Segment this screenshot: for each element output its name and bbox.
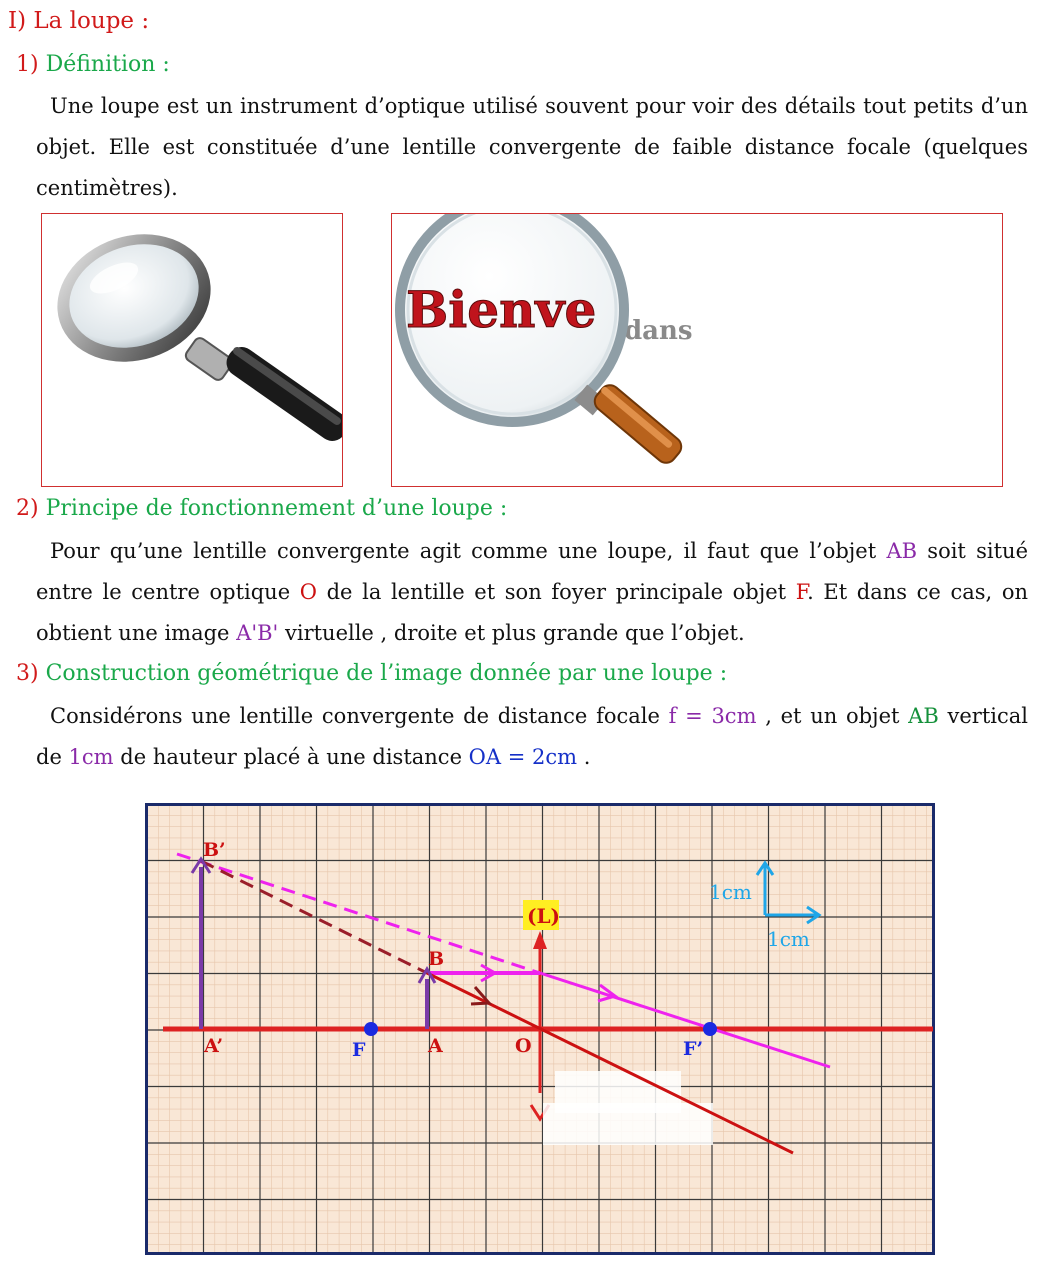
background-word: dans — [624, 316, 693, 346]
magnifier-word: Bienve — [406, 280, 597, 339]
construction-text-4: de hauteur placé à une distance — [113, 745, 469, 769]
definition-heading — [16, 52, 170, 77]
principle-O: O — [299, 580, 317, 604]
principle-text-5: virtuelle , droite et plus grande que l’objet. — [278, 621, 745, 645]
principle-text-1: Pour qu’une lentille convergente agit comme une loupe, il faut que l’objet — [50, 539, 887, 563]
section-number: I) — [8, 8, 27, 34]
label-A: A — [428, 1035, 443, 1057]
label-F: F — [352, 1039, 366, 1061]
principle-F: F — [795, 580, 808, 604]
scale-vertical-label: 1cm — [709, 880, 752, 904]
principle-paragraph — [36, 531, 1028, 654]
principle-text-4: . Et dans ce cas, on obtient une image — [36, 580, 1028, 645]
lens-label: (L) — [527, 904, 560, 928]
construction-AB: AB — [908, 704, 939, 728]
principle-ApBp: A'B' — [236, 621, 279, 645]
label-F-prime: F’ — [683, 1038, 704, 1060]
definition-number: 1) — [16, 52, 39, 77]
blank-patch-2 — [543, 1103, 713, 1145]
magnifier-icon — [42, 214, 342, 486]
principle-AB: AB — [886, 539, 918, 563]
focus-F — [364, 1022, 378, 1036]
magnifier-text-photo — [391, 213, 1003, 487]
definition-text: Une loupe est un instrument d’optique utilisé souvent pour voir des détails tout petits d’un objet. Elle est constituée d’une lentille convergente de faible distance focale (quelques centimètres). — [36, 94, 1028, 200]
label-B: B — [428, 948, 445, 970]
construction-text-1: Considérons une lentille convergente de distance focale — [50, 704, 669, 728]
optics-diagram — [145, 803, 935, 1255]
construction-OA: OA = 2cm — [468, 745, 578, 769]
construction-height: 1cm — [68, 745, 114, 769]
construction-heading — [16, 661, 727, 686]
definition-title: Définition : — [45, 52, 170, 77]
principle-text-3: de la lentille et son foyer principale objet — [316, 580, 796, 604]
construction-paragraph — [36, 696, 1028, 778]
ray-diagram — [145, 803, 935, 1255]
definition-paragraph — [36, 86, 1028, 209]
principle-text-2: soit situé entre le centre optique — [36, 539, 1029, 604]
construction-number: 3) — [16, 661, 39, 686]
principle-number: 2) — [16, 496, 39, 521]
construction-f: f = 3cm — [668, 704, 757, 728]
construction-text-3: vertical de — [36, 704, 1028, 769]
label-B-prime: B’ — [203, 839, 226, 861]
section-title-text: La loupe : — [33, 8, 150, 34]
construction-text-5: . — [577, 745, 591, 769]
principle-title: Principe de fonctionnement d’une loupe : — [45, 496, 508, 521]
scale-horizontal-label: 1cm — [767, 927, 810, 951]
focus-F-prime — [703, 1022, 717, 1036]
construction-title: Construction géométrique de l’image donnée par une loupe : — [45, 661, 728, 686]
magnifier-zoom-icon — [392, 214, 1002, 486]
magnifier-photo — [41, 213, 343, 487]
section-title — [8, 8, 149, 34]
construction-text-2: , et un objet — [756, 704, 909, 728]
label-A-prime: A’ — [204, 1035, 224, 1057]
principle-heading — [16, 496, 507, 521]
label-O: O — [515, 1035, 532, 1057]
